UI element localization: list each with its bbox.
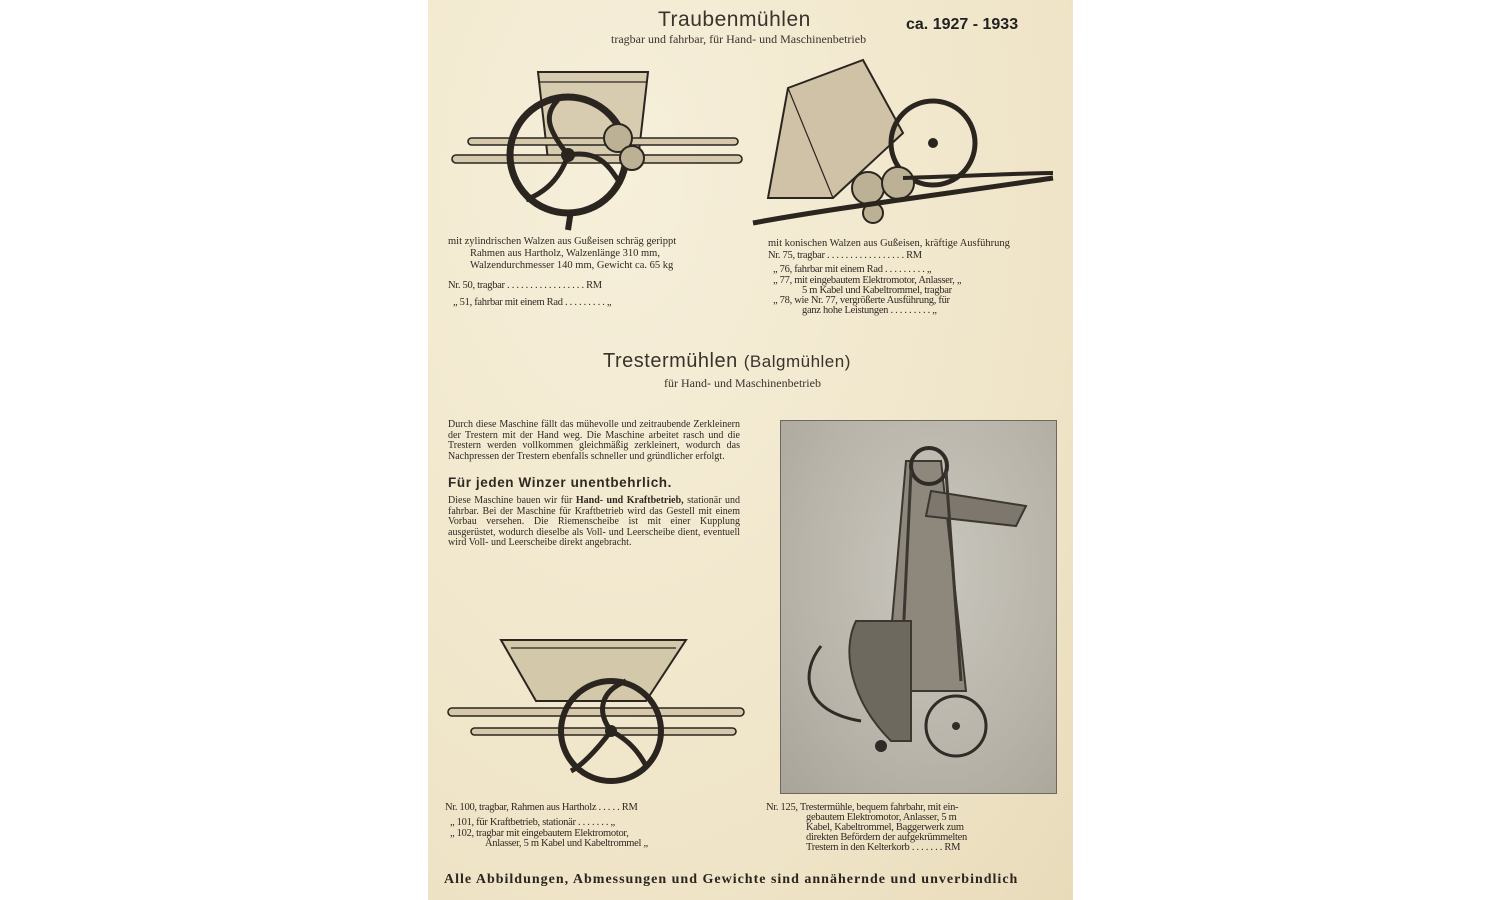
para2-rest: stationär und fahrbar. Bei der Maschine für Kraftbetrieb wird das Gestell mit einem Vorbau versehen. Die Riemenscheibe ist mit einer Kupplung ausgerüstet, wodurch dieselbe als Voll- und Leerscheibe dient, eventuell wird Voll- und Leerscheibe direkt angebracht. <box>448 495 741 548</box>
catalog-page <box>428 0 1073 900</box>
pomace-mill-hand-illustration <box>446 636 746 796</box>
price-item: „ 78, wie Nr. 77, vergrößerte Ausführung, für <box>773 295 950 306</box>
price-item: „ 101, für Kraftbetrieb, stationär . . . . . . . „ <box>450 817 615 828</box>
grape-mill-conical-illustration <box>753 58 1058 233</box>
section-title-suffix: (Balgmühlen) <box>743 352 851 371</box>
price-item: Nr. 75, tragbar . . . . . . . . . . . . . . . . . RM <box>768 250 922 261</box>
footer-disclaimer: Alle Abbildungen, Abmessungen und Gewichte sind annähernde und unverbindlich <box>444 872 1019 887</box>
price-item-cont: gebautem Elektromotor, Anlasser, 5 m <box>806 812 957 823</box>
price-item-cont: 5 m Kabel und Kabeltrommel, tragbar <box>802 285 952 296</box>
price-item: „ 102, tragbar mit eingebautem Elektromotor, <box>450 828 629 839</box>
price-item-cont: Anlasser, 5 m Kabel und Kabeltrommel „ <box>485 838 648 849</box>
para2-lead: Diese Maschine bauen wir für <box>448 495 576 506</box>
description-paragraph: Durch diese Maschine fällt das mühevolle und zeitraubende Zerkleinern der Trestern mit der Hand weg. Die Maschine arbeitet rasch und die Trestern werden vollkommen gleichmäßig zerkleinert, wodurch das Nachpressen der Trestern ebenfalls schneller und gründlicher erfolgt. <box>448 419 740 462</box>
para2-emphasis: Hand- und Kraftbetrieb, <box>575 495 684 506</box>
section-title-main: Trestermühlen <box>603 350 738 372</box>
price-item: „ 51, fahrbar mit einem Rad . . . . . . . . . „ <box>453 297 612 308</box>
spec-line: Walzendurchmesser 140 mm, Gewicht ca. 65 kg <box>470 260 674 271</box>
spec-line: mit zylindrischen Walzen aus Gußeisen schräg gerippt <box>448 236 677 247</box>
slogan: Für jeden Winzer unentbehrlich. <box>448 475 672 490</box>
section-title <box>603 350 851 373</box>
section-subtitle: für Hand- und Maschinenbetrieb <box>664 376 821 390</box>
price-item: „ 76, fahrbar mit einem Rad . . . . . . . . . „ <box>773 264 932 275</box>
pomace-mill-price-list <box>445 802 745 849</box>
price-item-cont: direkten Befördern der aufgekrümmelten <box>806 832 967 843</box>
page-subtitle: tragbar und fahrbar, für Hand- und Maschinenbetrieb <box>611 32 867 46</box>
page-title: Traubenmühlen <box>658 8 811 31</box>
spec-line: Rahmen aus Hartholz, Walzenlänge 310 mm, <box>470 248 660 259</box>
cylindrical-mill-specs <box>448 236 748 309</box>
description-paragraph-2 <box>448 496 740 549</box>
grape-mill-cylindrical-illustration <box>448 60 748 235</box>
conical-mill-specs <box>768 238 1068 316</box>
price-item: Nr. 100, tragbar, Rahmen aus Hartholz . . . . . RM <box>445 802 638 813</box>
price-item: Nr. 125, Trestermühle, bequem fahrbahr, mit ein- <box>766 802 959 813</box>
spec-line: mit konischen Walzen aus Gußeisen, kräftige Ausführung <box>768 238 1010 249</box>
pomace-mill-125-price-list <box>766 803 1066 853</box>
pomace-mill-photo <box>780 420 1057 794</box>
price-item: „ 77, mit eingebautem Elektromotor, Anlasser, „ <box>773 275 962 286</box>
price-item: Nr. 50, tragbar . . . . . . . . . . . . . . . . . RM <box>448 280 602 291</box>
price-item-cont: Trestern in den Kelterkorb . . . . . . . RM <box>806 842 961 853</box>
pomace-mill-machine <box>781 421 1058 795</box>
price-item-cont: Kabel, Kabeltrommel, Baggerwerk zum <box>806 822 964 833</box>
year-range: ca. 1927 - 1933 <box>906 16 1019 33</box>
price-item-cont: ganz hohe Leistungen . . . . . . . . . „ <box>802 305 937 316</box>
